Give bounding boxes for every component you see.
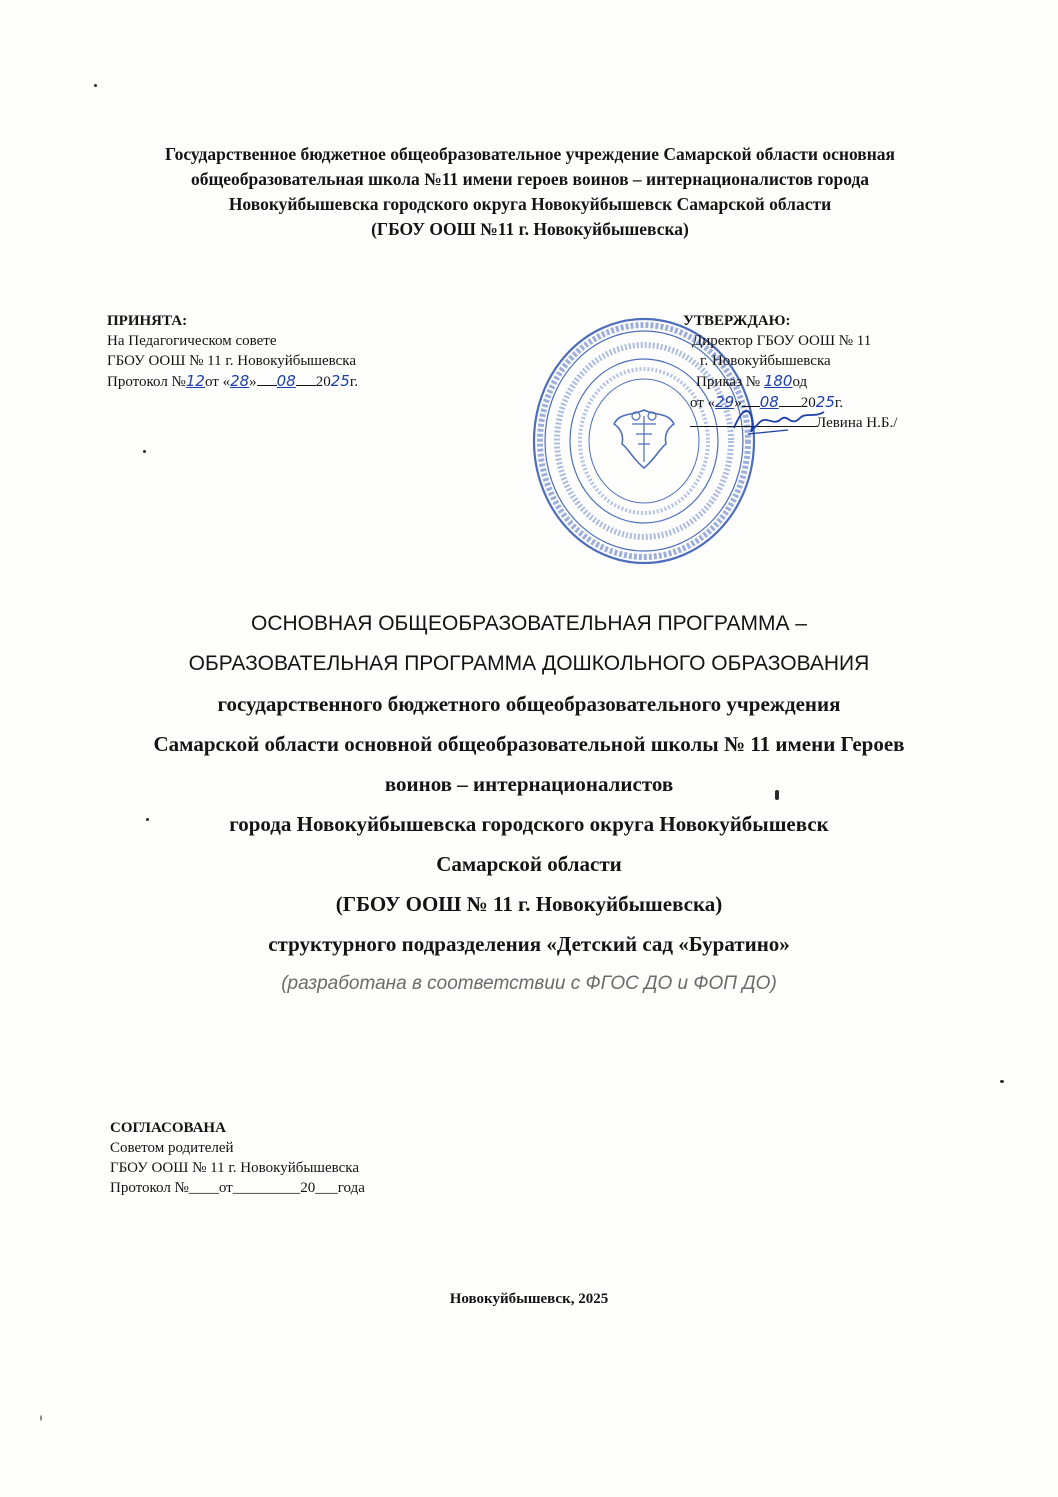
header-line: Новокуйбышевска городского округа Новокуйбышевск Самарской области [228,194,832,214]
program-subtitle-line: Самарской области [436,852,622,876]
accepted-school: ГБОУ ООШ № 11 г. Новокуйбышевска [107,353,357,369]
protocol-month-handwritten: 08 [276,372,296,390]
scan-speck [1000,1080,1004,1083]
director-name: Левина Н.Б./ [816,415,898,431]
approved-order [680,371,897,392]
approved-month-handwritten: 08 [759,393,779,411]
program-subtitle-line: структурного подразделения «Детский сад «Буратино» [268,932,790,956]
program-note: (разработана в соответствии с ФГОС ДО и ФОП ДО) [281,973,777,994]
program-title-line-1: ОСНОВНАЯ ОБЩЕОБРАЗОВАТЕЛЬНАЯ ПРОГРАММА – [251,612,807,635]
program-subtitle-line: города Новокуйбышевска городского округа Новокуйбышевск [229,812,829,836]
approved-month-sep: » [734,395,742,411]
header-line: Государственное бюджетное общеобразовательное учреждение Самарской области основная [164,144,896,164]
director-signature-icon [728,398,828,442]
approved-title: УТВЕРЖДАЮ: [683,313,791,329]
order-prefix: Приказ № [696,374,761,390]
approved-city: г. Новокуйбышевска [700,353,831,369]
scan-speck [775,790,779,800]
header-line: (ГБОУ ООШ №11 г. Новокуйбышевска) [371,219,689,239]
institution-header [60,142,1000,242]
program-title-line-2: ОБРАЗОВАТЕЛЬНАЯ ПРОГРАММА ДОШКОЛЬНОГО ОБРАЗОВАНИЯ [188,652,870,675]
protocol-from: от « [204,374,231,390]
approved-day-handwritten: 29 [715,393,735,411]
program-subtitle-line: Самарской области основной общеобразовательной школы № 11 имени Героев [153,732,905,756]
program-title-block [40,604,1018,1004]
scan-speck [146,818,149,821]
program-subtitle-line: государственного бюджетного общеобразовательного учреждения [217,692,841,716]
order-number-handwritten: 180 [763,372,793,390]
approved-date-from: от « [690,395,716,411]
agreed-school: ГБОУ ООШ № 11 г. Новокуйбышевска [110,1160,360,1176]
accepted-block [107,311,358,392]
scan-speck [40,1415,42,1421]
scan-speck [143,450,146,453]
protocol-month-sep: » [249,374,257,390]
scan-speck [94,84,97,87]
header-line: общеобразовательная школа №11 имени героев воинов – интернационалистов города [190,169,870,189]
accepted-protocol [107,371,358,392]
agreed-block [110,1118,365,1198]
program-subtitle-line: (ГБОУ ООШ № 11 г. Новокуйбышевска) [335,892,723,916]
approved-year-handwritten: 25 [815,393,835,411]
approved-year-prefix: 20 [800,395,816,411]
city-year-footer: Новокуйбышевск, 2025 [449,1291,609,1307]
protocol-year-prefix: 20 [315,374,331,390]
protocol-prefix: Протокол № [107,374,186,390]
order-suffix: од [792,374,808,390]
protocol-year-handwritten: 25 [330,372,350,390]
protocol-day-handwritten: 28 [230,372,250,390]
accepted-title: ПРИНЯТА: [107,313,188,329]
protocol-year-end: г. [349,374,359,390]
agreed-title: СОГЛАСОВАНА [110,1120,226,1136]
accepted-council: На Педагогическом совете [107,333,277,349]
protocol-number-handwritten: 12 [185,372,205,390]
agreed-council: Советом родителей [110,1140,234,1156]
program-subtitle-line: воинов – интернационалистов [384,772,674,796]
approved-year-end: г. [834,395,844,411]
agreed-protocol: Протокол №____от_________20___года [110,1180,365,1196]
approved-director: Директор ГБОУ ООШ № 11 [692,333,872,349]
